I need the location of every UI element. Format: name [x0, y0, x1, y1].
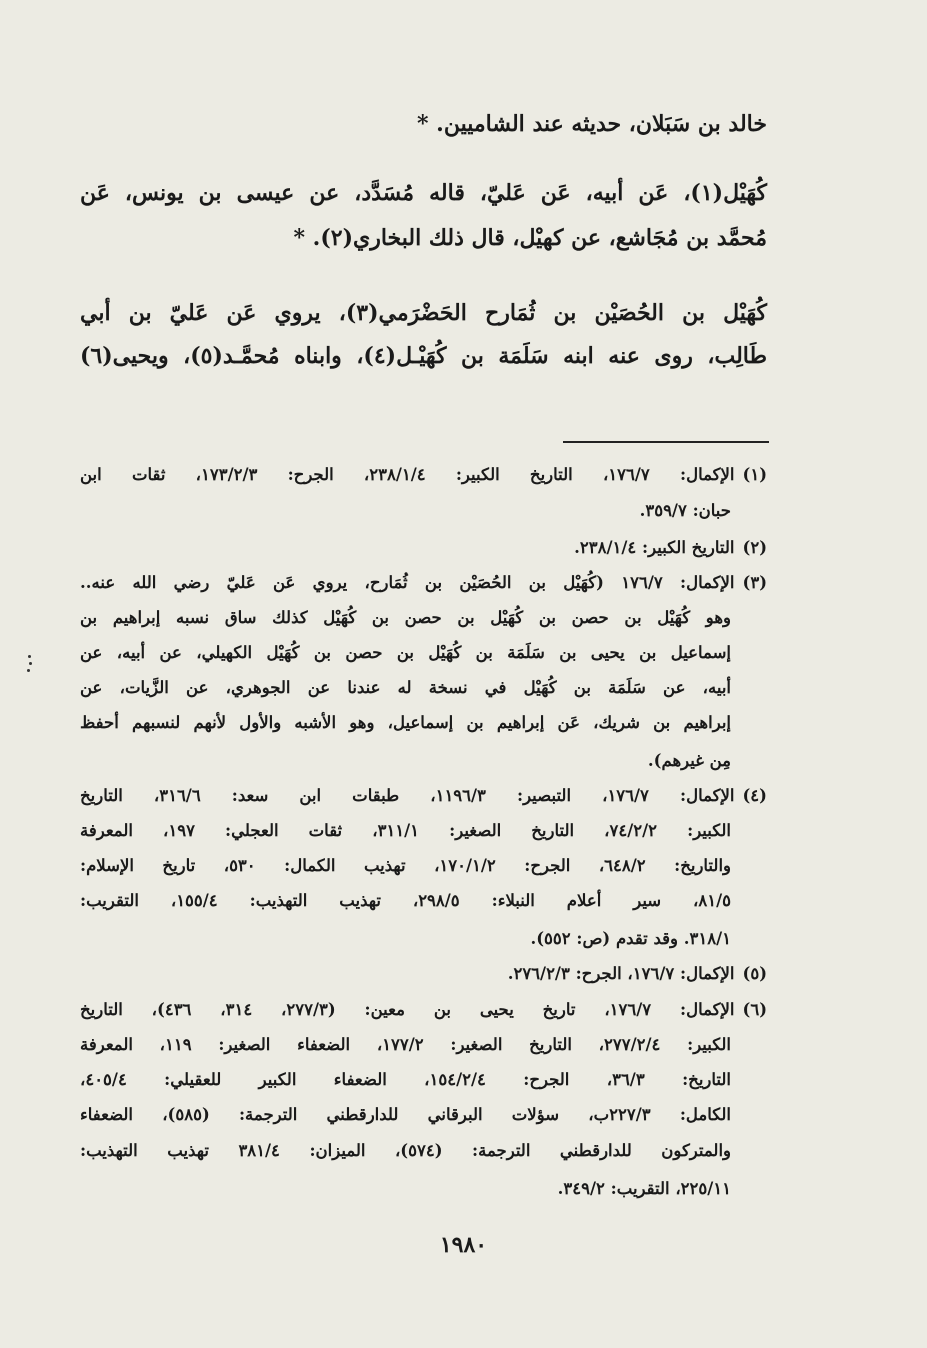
- footnote-6-line-3: التاريخ: ٣٦/٣، الجرح: ١٥٤/٢/٤، الضعفاء الكبير للعقيلي: ٤٠٥/٤،: [80, 1070, 731, 1089]
- footnote-3-line-5: إبراهيم بن شريك، عَن إبراهيم بن إسماعيل، وهو الأشبه والأول لأنهم لنسبهم أحفظ: [80, 713, 731, 732]
- scan-speck: [27, 669, 30, 672]
- footnote-5-text: الإكمال: ١٧٦/٧، الجرح: ٢٧٦/٢/٣.: [507, 964, 735, 983]
- footnote-2-text: التاريخ الكبير: ٢٣٨/١/٤.: [574, 538, 735, 557]
- scan-speck: [29, 662, 32, 665]
- footnote-4-line-3: والتاريخ: ٦٤٨/٢، الجرح: ١٧٠/١/٢، تهذيب الكمال: ٥٣٠، تاريخ الإسلام:: [80, 856, 731, 875]
- entry-kuhayl-line-2: مُحمَّد بن مُجَاشع، عن كهيْل، قال ذلك البخاري(٢). *: [293, 225, 767, 251]
- footnote-4-line-1: [80, 783, 767, 809]
- footnote-3-text: الإكمال: ١٧٦/٧ (كُهَيْل بن الحُصَيْن بن ثُمَارح، يروي عَن عَليّ رضي الله عنه..: [80, 573, 735, 592]
- footnote-separator: [563, 441, 769, 443]
- footnote-4-line-2: الكبير: ٧٤/٢/٢، التاريخ الصغير: ٣١١/١، ثقات العجلي: ١٩٧، المعرفة: [80, 821, 731, 840]
- footnote-1-number: (١): [742, 465, 767, 484]
- entry-khalid: خالد بن سَبَلان، حديثه عند الشاميين. *: [417, 111, 767, 137]
- footnote-4-text: الإكمال: ١٧٦/٧، التبصير: ١١٩٦/٣، طبقات ابن سعد: ٣١٦/٦، التاريخ: [80, 786, 735, 805]
- scan-speck: [28, 655, 31, 658]
- footnote-3-line-4: أبيه، عن سَلَمَة بن كُهَيْل في نسخة له عندنا عن الجوهري، عن الزَّيات، عن: [80, 678, 731, 697]
- footnote-6-line-6: ٢٢٥/١١، التقريب: ٣٤٩/٢.: [557, 1179, 731, 1198]
- footnote-6-line-2: الكبير: ٢٧٧/٢/٤، التاريخ الصغير: ١٧٧/٢، الضعفاء الصغير: ١١٩، المعرفة: [80, 1035, 731, 1054]
- footnote-6-line-5: والمتركون للدارقطني الترجمة: (٥٧٤)، الميزان: ٣٨١/٤ تهذيب التهذيب:: [80, 1141, 732, 1160]
- footnote-6-text: الإكمال: ١٧٦/٧، تاريخ يحيى بن معين: (٢٧٧/٣، ٣١٤، ٤٣٦)، التاريخ: [80, 1000, 735, 1019]
- footnote-3-line-2: وهو كُهَيْل بن حصن بن كُهَيْل بن حصن بن كُهَيْل كذلك ساق نسبه إبراهيم بن: [80, 608, 731, 627]
- footnote-3-line-6: مِن غيرهم).: [647, 751, 731, 770]
- footnote-1-line-1: [80, 462, 767, 488]
- entry-kuhayl-line-1: كُهَيْل(١)، عَن أبيه، عَن عَليّ، قاله مُسَدَّد، عن عيسى بن يونس، عَن: [80, 180, 767, 206]
- entry-kuhayl-husayn-line-1: كُهَيْل بن الحُصَيْن بن ثُمَارح الحَضْرَمي(٣)، يروي عَن عَليّ بن أبي: [80, 300, 767, 326]
- page-number: ١٩٨٠: [439, 1232, 488, 1258]
- footnote-6-line-4: الكامل: ٢٢٧/٣ب، سؤلات البرقاني للدارقطني الترجمة: (٥٨٥)، الضعفاء: [80, 1105, 732, 1124]
- footnote-2: [80, 535, 767, 561]
- footnote-3-number: (٣): [742, 573, 767, 592]
- footnote-4-line-4: ٨١/٥، سير أعلام النبلاء: ٢٩٨/٥، تهذيب التهذيب: ١٥٥/٤، التقريب:: [80, 891, 731, 910]
- footnote-4-line-5: ٣١٨/١. وقد تقدم (ص: ٥٥٢).: [530, 929, 731, 948]
- footnote-1-text: الإكمال: ١٧٦/٧، التاريخ الكبير: ٢٣٨/١/٤، الجرح: ١٧٣/٢/٣، ثقات ابن: [80, 465, 735, 484]
- footnote-2-number: (٢): [742, 538, 767, 557]
- footnote-6-number: (٦): [742, 1000, 767, 1019]
- footnote-5-number: (٥): [742, 964, 767, 983]
- footnote-4-number: (٤): [742, 786, 767, 805]
- footnote-6-line-1: [80, 997, 767, 1023]
- footnote-5: [80, 961, 767, 987]
- entry-kuhayl-husayn-line-2: طَالِب، روى عنه ابنه سَلَمَة بن كُهَيْـل(٤)، وابناه مُحمَّـد(٥)، ويحيى(٦): [80, 343, 767, 369]
- footnote-3-line-1: [80, 570, 767, 596]
- footnote-1-line-2: حبان: ٣٥٩/٧.: [639, 501, 731, 520]
- footnote-3-line-3: إسماعيل بن يحيى بن سَلَمَة بن كُهَيْل بن حصن بن كُهَيْل الكهيلي، عن أبيه، عن: [80, 643, 731, 662]
